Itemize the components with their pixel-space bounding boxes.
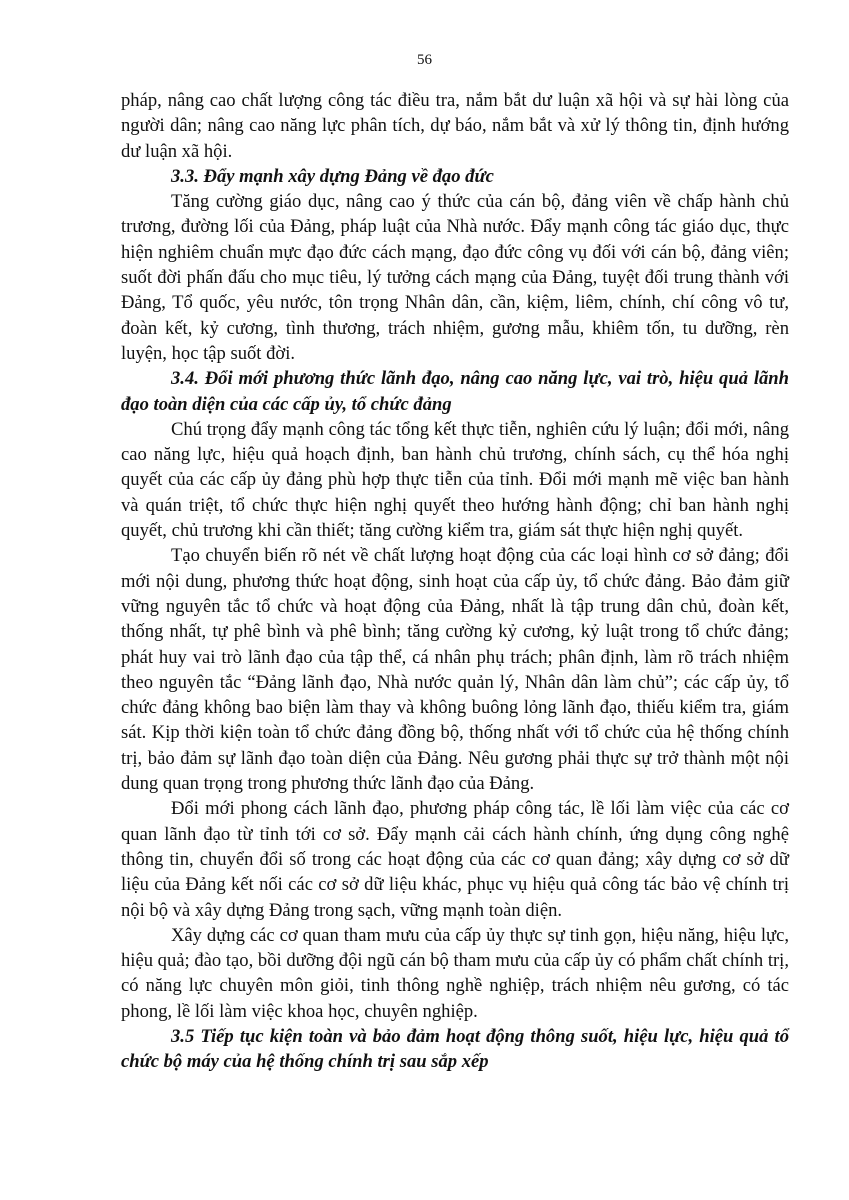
document-body	[121, 88, 789, 1075]
section-heading-3-3: 3.3. Đẩy mạnh xây dựng Đảng về đạo đức	[171, 165, 494, 187]
section-heading-3-4: 3.4. Đổi mới phương thức lãnh đạo, nâng cao năng lực, vai trò, hiệu quả lãnh đạo toàn diện của các cấp ủy, tổ chức đảng	[121, 368, 789, 415]
paragraph-continuation: pháp, nâng cao chất lượng công tác điều tra, nắm bắt dư luận xã hội và sự hài lòng của người dân; nâng cao năng lực phân tích, dự báo, nắm bắt và xử lý thông tin, định hướng dư luận xã hội.	[121, 90, 789, 162]
paragraph-leadership-method: Chú trọng đẩy mạnh công tác tổng kết thực tiễn, nghiên cứu lý luận; đổi mới, nâng cao năng lực, hiệu quả hoạch định, ban hành chủ trương, chính sách, cụ thể hóa nghị quyết của các cấp ủy đảng phù hợp thực tiễn của tỉnh. Đổi mới mạnh mẽ việc ban hành và quán triệt, tổ chức thực hiện nghị quyết theo hướng hành động; chỉ ban hành nghị quyết, chủ trương khi cần thiết; tăng cường kiểm tra, giám sát thực hiện nghị quyết.	[121, 418, 789, 542]
paragraph-ethics: Tăng cường giáo dục, nâng cao ý thức của cán bộ, đảng viên về chấp hành chủ trương, đường lối của Đảng, pháp luật của Nhà nước. Đẩy mạnh công tác giáo dục, thực hiện nghiêm chuẩn mực đạo đức cách mạng, đạo đức công vụ đối với cán bộ, đảng viên; suốt đời phấn đấu cho mục tiêu, lý tưởng cách mạng của Đảng, tuyệt đối trung thành với Đảng, Tổ quốc, yêu nước, tôn trọng Nhân dân, cần, kiệm, liêm, chính, chí công vô tư, đoàn kết, kỷ cương, tình thương, trách nhiệm, gương mẫu, khiêm tốn, tu dưỡng, rèn luyện, học tập suốt đời.	[121, 191, 789, 364]
section-heading-3-5: 3.5 Tiếp tục kiện toàn và bảo đảm hoạt động thông suốt, hiệu lực, hiệu quả tổ chức bộ máy của hệ thống chính trị sau sắp xếp	[121, 1025, 789, 1073]
page-number: 56	[417, 52, 432, 68]
paragraph-leadership-style: Đổi mới phong cách lãnh đạo, phương pháp công tác, lề lối làm việc của các cơ quan lãnh đạo từ tỉnh tới cơ sở. Đẩy mạnh cải cách hành chính, ứng dụng công nghệ thông tin, chuyển đổi số trong các hoạt động của các cơ quan đảng; xây dựng cơ sở dữ liệu của Đảng kết nối các cơ sở dữ liệu khác, phục vụ hiệu quả công tác bảo vệ chính trị nội bộ và xây dựng Đảng trong sạch, vững mạnh toàn diện.	[121, 798, 789, 921]
paragraph-advisory-agencies: Xây dựng các cơ quan tham mưu của cấp ủy thực sự tinh gọn, hiệu năng, hiệu lực, hiệu quả; đào tạo, bồi dưỡng đội ngũ cán bộ tham mưu của cấp ủy có phẩm chất chính trị, có năng lực chuyên môn giỏi, tinh thông nghề nghiệp, trách nhiệm nêu gương, có tác phong, lề lối làm việc khoa học, chuyên nghiệp.	[121, 924, 789, 1022]
paragraph-grassroots-quality: Tạo chuyển biến rõ nét về chất lượng hoạt động của các loại hình cơ sở đảng; đổi mới nội dung, phương thức hoạt động, sinh hoạt của cấp ủy, tổ chức đảng. Bảo đảm giữ vững nguyên tắc tổ chức và hoạt động của Đảng, nhất là tập trung dân chủ, đoàn kết, thống nhất, tự phê bình và phê bình; tăng cường kỷ cương, kỷ luật trong tổ chức đảng; phát huy vai trò lãnh đạo của tập thể, cá nhân phụ trách; phân định, làm rõ trách nhiệm theo nguyên tắc “Đảng lãnh đạo, Nhà nước quản lý, Nhân dân làm chủ”; các cấp ủy, tổ chức đảng không bao biện làm thay và không buông lỏng lãnh đạo, thiếu kiểm tra, giám sát. Kịp thời kiện toàn tổ chức đảng đồng bộ, thống nhất với tổ chức của hệ thống chính trị, bảo đảm sự lãnh đạo toàn diện của Đảng. Nêu gương phải thực sự trở thành một nội dung quan trọng trong phương thức lãnh đạo của Đảng.	[121, 545, 789, 795]
